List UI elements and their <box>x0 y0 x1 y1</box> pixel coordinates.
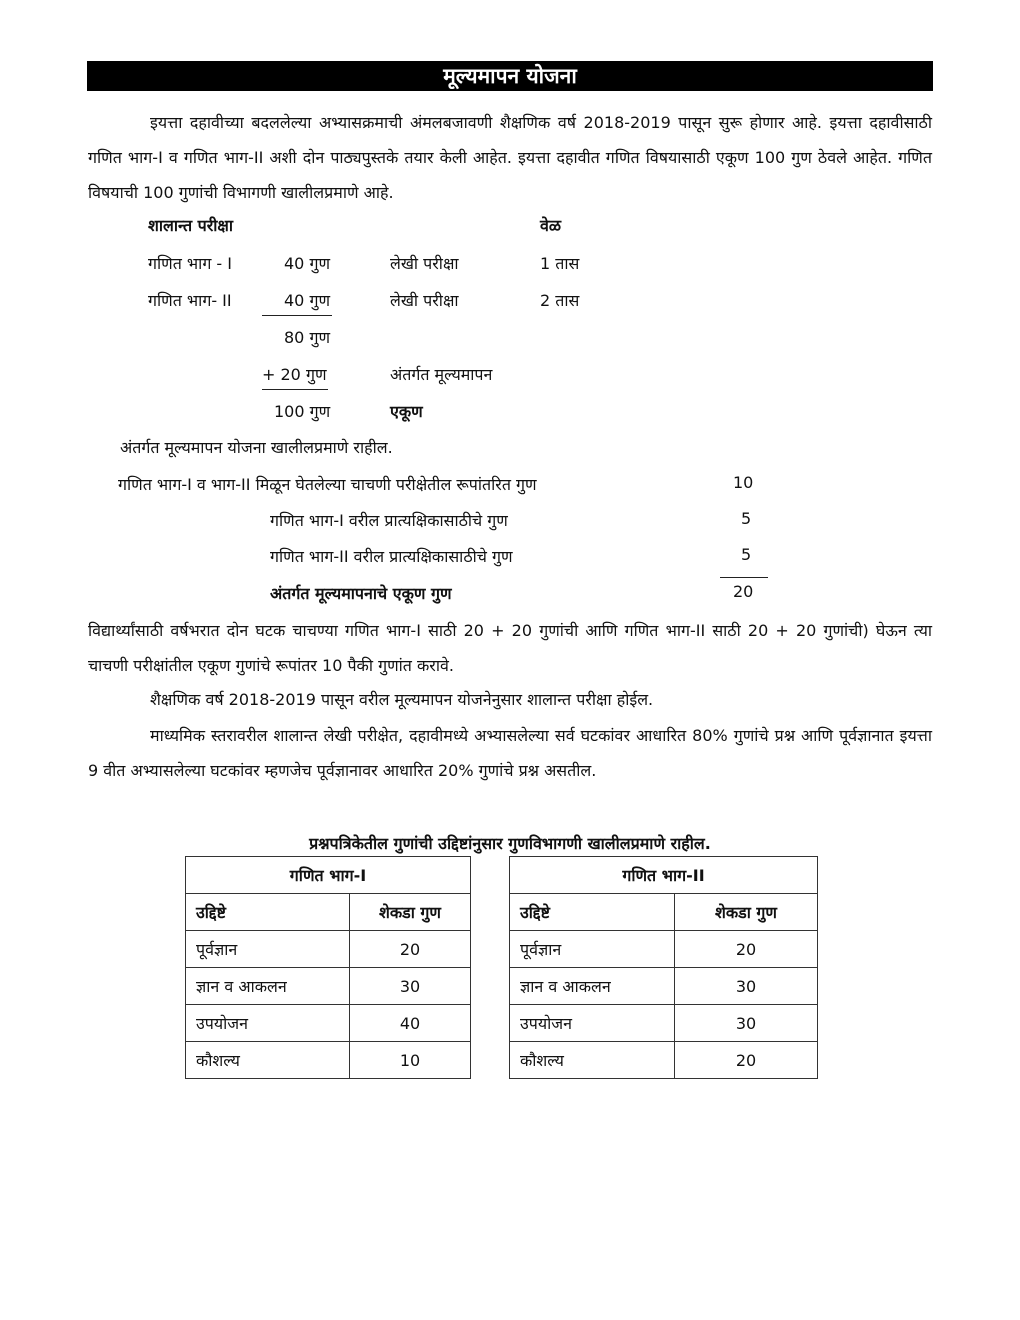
internal-total-label: अंतर्गत मूल्यमापनाचे एकूण गुण <box>270 584 452 603</box>
internal-intro: अंतर्गत मूल्यमापन योजना खालीलप्रमाणे राहील. <box>120 438 393 457</box>
exam-row-time: 2 तास <box>540 291 580 310</box>
percent-cell: 30 <box>350 968 471 1005</box>
table-title: गणित भाग-I <box>186 857 471 894</box>
marks-table-part2 <box>509 856 818 1079</box>
internal-row-value: 10 <box>733 473 754 492</box>
exam-total-label: एकूण <box>390 402 423 421</box>
table-row <box>186 931 471 968</box>
table-row <box>510 931 818 968</box>
internal-row-label: गणित भाग-I व भाग-II मिळून घेतलेल्या चाचणी परीक्षेतील रूपांतरित गुण <box>118 475 537 494</box>
internal-row-label: गणित भाग-II वरील प्रात्यक्षिकासाठीचे गुण <box>270 547 513 566</box>
year-paragraph: शैक्षणिक वर्ष 2018-2019 पासून वरील मूल्यमापन योजनेनुसार शालान्त परीक्षा होईल. <box>150 690 654 709</box>
exam-heading: शालान्त परीक्षा <box>148 216 234 235</box>
internal-row-value: 5 <box>741 509 752 528</box>
exam-row-time: 1 तास <box>540 254 580 273</box>
tests-paragraph: विद्यार्थ्यांसाठी वर्षभरात दोन घटक चाचण्या गणित भाग-I साठी 20 + 20 गुणांची आणि गणित भाग-II साठी 20 + 20 गुणांची) घेऊन त्या चाचणी परीक्षांतील एकूण गुणांचे रूपांतर 10 पैकी गुणांत करावे. <box>88 621 932 675</box>
internal-total-rule <box>720 577 768 578</box>
objective-cell: ज्ञान व आकलन <box>510 968 675 1005</box>
exam-row-type: लेखी परीक्षा <box>390 291 459 310</box>
objective-cell: उपयोजन <box>510 1005 675 1042</box>
tables-caption: प्रश्नपत्रिकेतील गुणांची उद्दिष्टांनुसार गुणविभागणी खालीलप्रमाणे राहील. <box>309 834 711 853</box>
table-row <box>510 1005 818 1042</box>
objective-cell: ज्ञान व आकलन <box>186 968 350 1005</box>
objective-cell: उपयोजन <box>186 1005 350 1042</box>
objective-cell: कौशल्य <box>186 1042 350 1079</box>
percent-cell: 20 <box>675 1042 818 1079</box>
subtotal-rule <box>262 315 332 316</box>
intro-paragraph: इयत्ता दहावीच्या बदललेल्या अभ्यासक्रमाची अंमलबजावणी शैक्षणिक वर्ष 2018-2019 पासून सुरू होणार आहे. इयत्ता दहावीसाठी गणित भाग-I व गणित भाग-II अशी दोन पाठ्यपुस्तके तयार केली आहेत. इयत्ता दहावीत गणित विषयासाठी एकूण 100 गुण ठेवले आहेत. गणित विषयाची 100 गुणांची विभागणी खालीलप्रमाणे आहे. <box>88 113 932 202</box>
table-row <box>186 1005 471 1042</box>
percent-cell: 40 <box>350 1005 471 1042</box>
table-row <box>510 1042 818 1079</box>
exam-row-part: गणित भाग- II <box>148 291 232 310</box>
exam-total: 100 गुण <box>274 402 331 421</box>
percent-cell: 10 <box>350 1042 471 1079</box>
internal-row-value: 5 <box>741 545 752 564</box>
percent-cell: 30 <box>675 968 818 1005</box>
secondary-paragraph: माध्यमिक स्तरावरील शालान्त लेखी परीक्षेत, दहावीमध्ये अभ्यासलेल्या सर्व घटकांवर आधारित 80% गुणांचे प्रश्न आणि पूर्वज्ञानात इयत्ता 9 वीत अभ्यासलेल्या घटकांवर म्हणजेच पूर्वज्ञानावर आधारित 20% गुणांचे प्रश्न असतील. <box>88 726 932 780</box>
total-rule <box>262 389 328 390</box>
percent-cell: 20 <box>350 931 471 968</box>
exam-row-marks: 40 गुण <box>284 291 331 310</box>
column-header-percent: शेकडा गुण <box>350 894 471 931</box>
internal-total-value: 20 <box>733 582 754 601</box>
objective-cell: कौशल्य <box>510 1042 675 1079</box>
internal-row-label: गणित भाग-I वरील प्रात्यक्षिकासाठीचे गुण <box>270 511 508 530</box>
page-title: मूल्यमापन योजना <box>87 61 933 91</box>
exam-internal: + 20 गुण <box>262 365 327 384</box>
table-row <box>510 968 818 1005</box>
marks-table-part1 <box>185 856 471 1079</box>
exam-row-type: लेखी परीक्षा <box>390 254 459 273</box>
table-row <box>186 968 471 1005</box>
time-heading: वेळ <box>540 216 562 235</box>
percent-cell: 30 <box>675 1005 818 1042</box>
column-header-percent: शेकडा गुण <box>675 894 818 931</box>
column-header-objective: उद्दिष्टे <box>186 894 350 931</box>
table-row <box>186 1042 471 1079</box>
objective-cell: पूर्वज्ञान <box>510 931 675 968</box>
table-title: गणित भाग-II <box>510 857 818 894</box>
exam-subtotal: 80 गुण <box>284 328 331 347</box>
percent-cell: 20 <box>675 931 818 968</box>
exam-row-marks: 40 गुण <box>284 254 331 273</box>
objective-cell: पूर्वज्ञान <box>186 931 350 968</box>
exam-internal-label: अंतर्गत मूल्यमापन <box>390 365 493 384</box>
column-header-objective: उद्दिष्टे <box>510 894 675 931</box>
exam-row-part: गणित भाग - I <box>148 254 232 273</box>
